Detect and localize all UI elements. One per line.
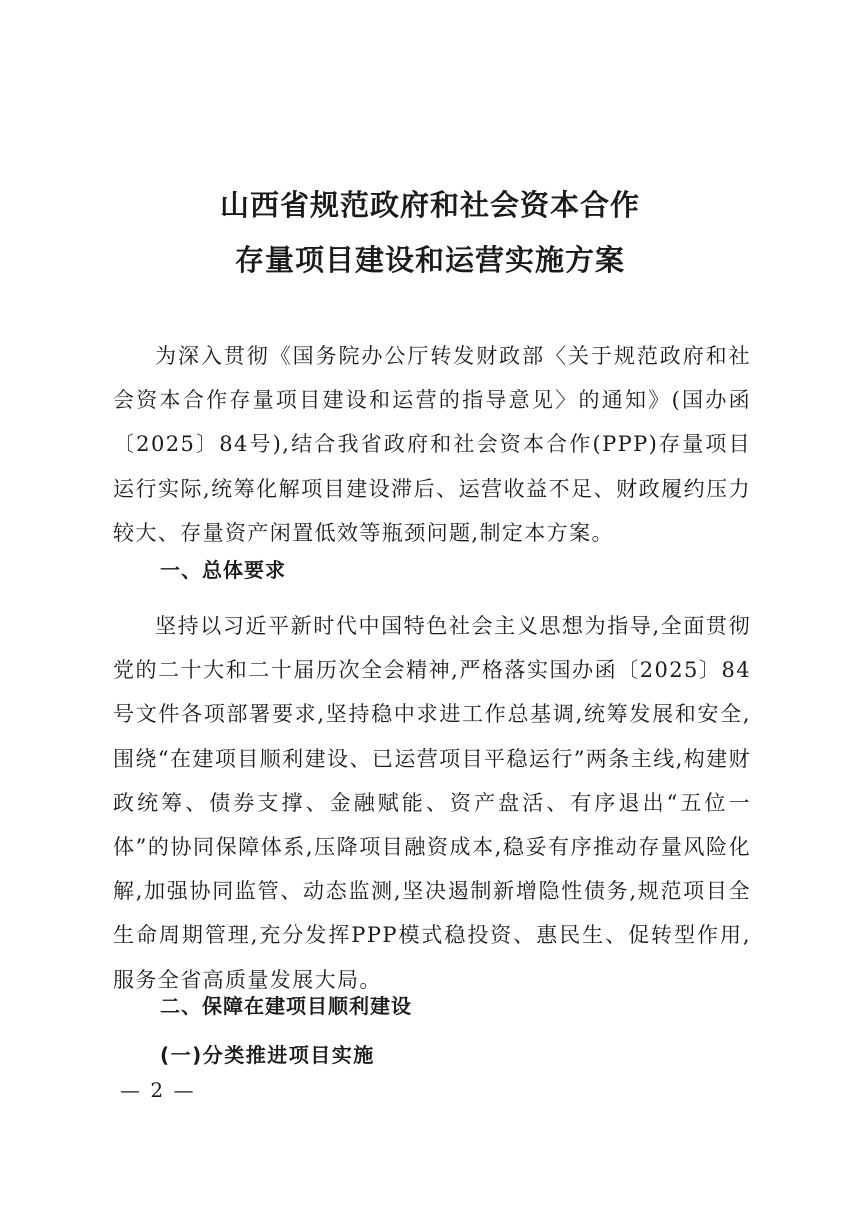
section-heading-ongoing-projects: 二、保障在建项目顺利建设 — [160, 994, 412, 1018]
intro-paragraph: 为深入贯彻《国务院办公厅转发财政部〈关于规范政府和社会资本合作存量项目建设和运营的指导意见〉的通知》(国办函〔2025〕84号),结合我省政府和社会资本合作(PPP)存量项目运行实际,统筹化解项目建设滞后、运营收益不足、财政履约压力较大、存量资产闲置低效等瓶颈问题,制定本方案。 — [113, 344, 751, 545]
document-title-line-1: 山西省规范政府和社会资本合作 — [219, 188, 640, 222]
page-number: — 2 — — [120, 1078, 196, 1102]
section-heading-general-requirements: 一、总体要求 — [160, 558, 286, 582]
document-title-line-2: 存量项目建设和运营实施方案 — [234, 243, 625, 277]
subsection-heading-classified-implementation: (一)分类推进项目实施 — [160, 1043, 375, 1067]
section-1-paragraph: 坚持以习近平新时代中国特色社会主义思想为指导,全面贯彻党的二十大和二十届历次全会精神,严格落实国办函〔2025〕84号文件各项部署要求,坚持稳中求进工作总基调,统筹发展和安全,围绕“在建项目顺利建设、已运营项目平稳运行”两条主线,构建财政统筹、债券支撑、金融赋能、资产盘活、有序退出“五位一体”的协同保障体系,压降项目融资成本,稳妥有序推动存量风险化解,加强协同监管、动态监测,坚决遏制新增隐性债务,规范项目全生命周期管理,充分发挥PPP模式稳投资、惠民生、促转型作用,服务全省高质量发展大局。 — [113, 614, 751, 992]
